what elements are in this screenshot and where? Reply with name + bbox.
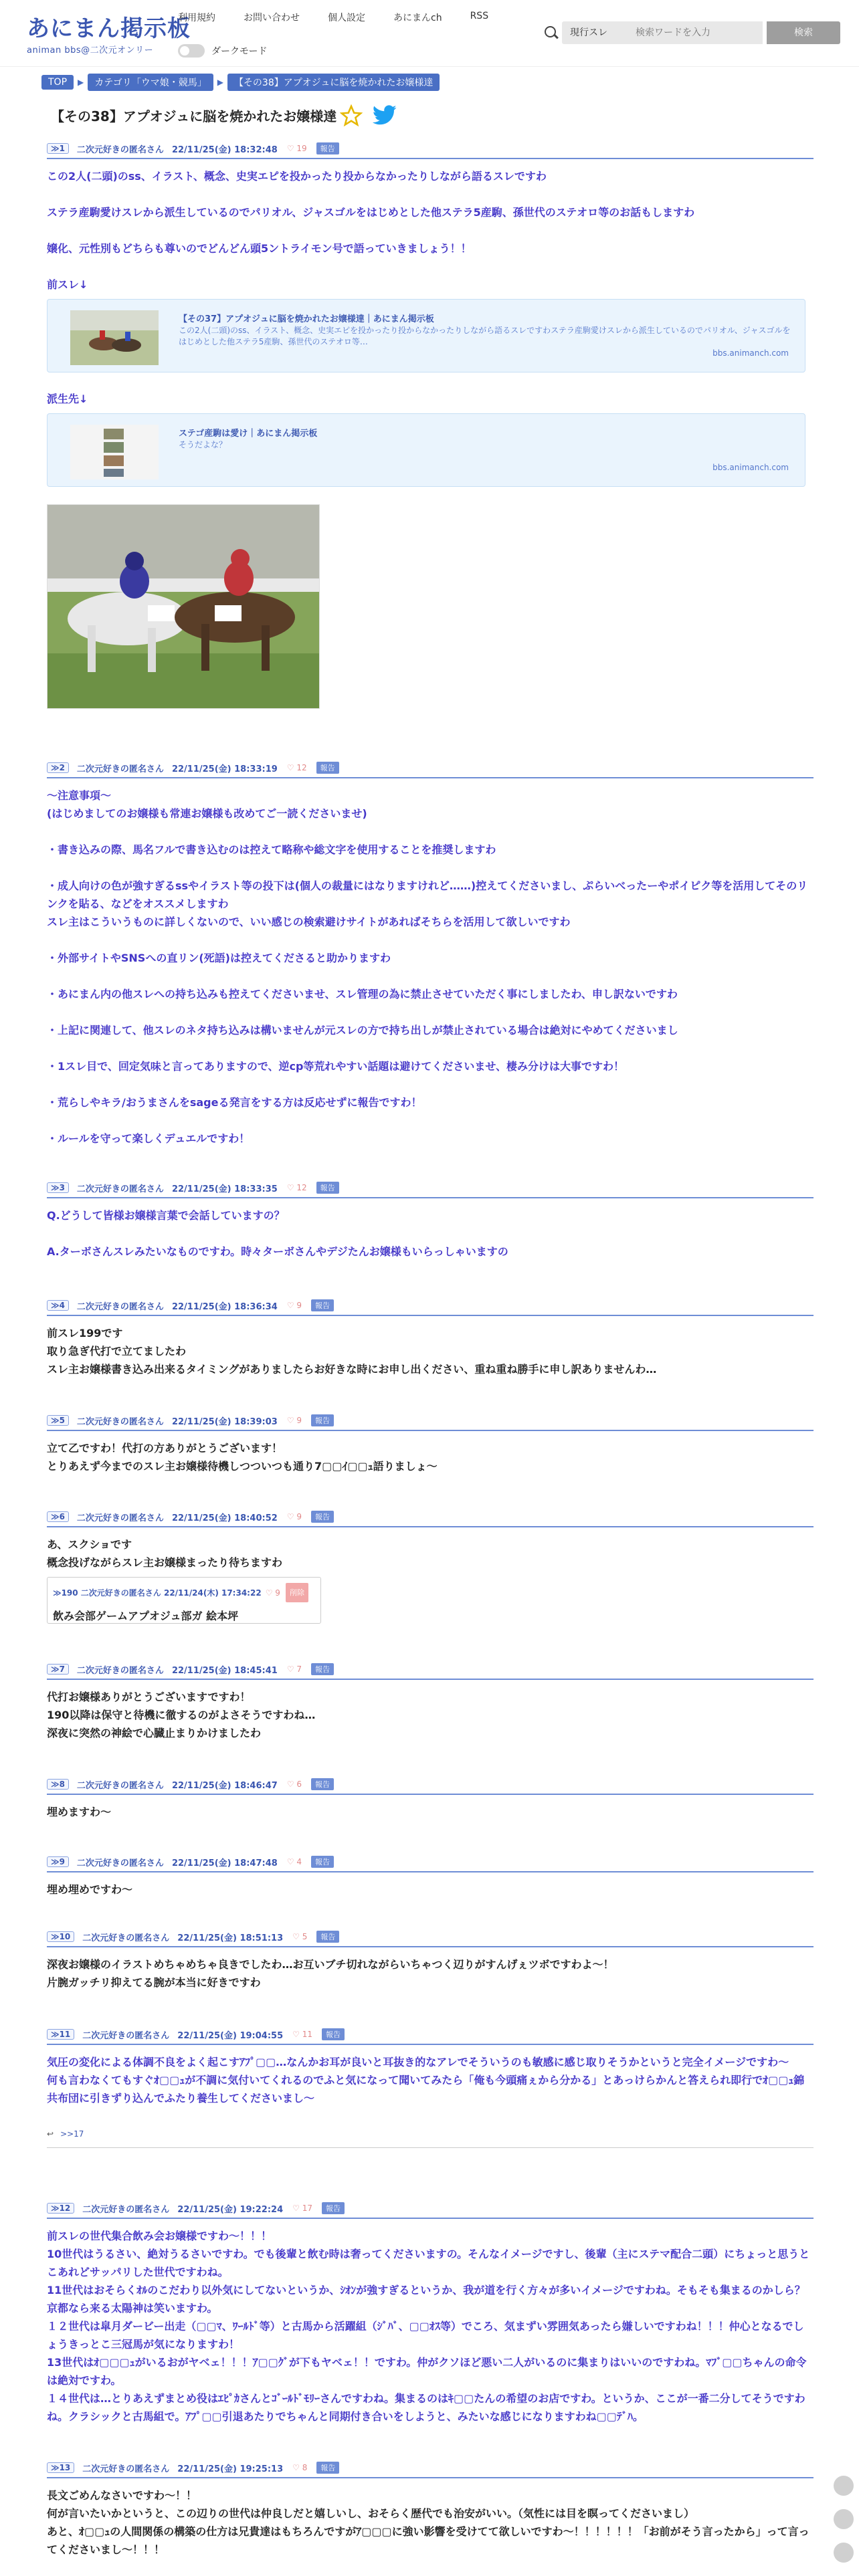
post-text: ステラ産駒愛けスレから派生しているのでパリオル、ジャスゴルをはじめとした他ステラ5産駒、孫世代のステオロ等のお話もしますわ	[47, 206, 695, 219]
report-button[interactable]: 報告	[311, 1856, 334, 1868]
post-header	[47, 1414, 814, 1431]
post-number[interactable]: ≫12	[47, 2203, 74, 2214]
post-text: 取り急ぎ代打で立てましたわ	[47, 1345, 187, 1358]
report-button[interactable]: 報告	[316, 2462, 339, 2474]
nav-contact[interactable]: お問い合わせ	[244, 13, 300, 23]
post-image-horse-race[interactable]	[47, 504, 320, 709]
site-logo[interactable]	[27, 16, 191, 56]
like-counter[interactable]: ♡ 9	[286, 1416, 302, 1425]
post-date: 22/11/25(金) 18:39:03	[171, 1416, 278, 1427]
post-text: 深夜に突然の神絵で心臓止まりかけましたわ	[47, 1727, 262, 1739]
nav-terms[interactable]: 利用規約	[178, 13, 215, 23]
post-text: ・あにまん内の他スレへの持ち込みも控えてくださいませ、スレ管理の為に禁止させていただく事にしましたわ、申し訳ないですわ	[47, 988, 678, 1000]
search-bar	[539, 21, 840, 44]
post-date: 22/11/25(金) 19:04:55	[177, 2030, 284, 2041]
like-counter[interactable]: ♡ 19	[286, 144, 307, 153]
quote-text: 飲み会部ゲームアプオジュ部ガ 絵本坪	[53, 1610, 239, 1622]
post-6	[47, 1510, 814, 1624]
post-body	[47, 2219, 814, 2426]
post-date: 22/11/25(金) 18:36:34	[171, 1301, 278, 1312]
report-button[interactable]: 報告	[311, 1778, 334, 1790]
post-body	[47, 1431, 814, 1475]
post-text: 11世代はおそらくｵﾙのこだわり以外気にしてないというか、ｼｵﾝが強すぎるというか、我が道を行く方々が多いイメージですわね。そもそも集まるのかしら？京都なら来る太陽神は笑いますわ。	[47, 2284, 805, 2315]
report-button[interactable]: 報告	[322, 2202, 345, 2214]
post-header	[47, 1181, 814, 1198]
post-number[interactable]: ≫2	[47, 762, 69, 773]
post-date: 22/11/25(金) 18:51:13	[177, 1933, 284, 1943]
logo-subtitle: animan bbs@二次元オンリー	[27, 45, 154, 56]
post-text: 前スレ199です	[47, 1327, 123, 1339]
post-text: 前スレ↓	[47, 278, 88, 291]
post-author: 二次元好きの匿名さん	[76, 1513, 164, 1523]
post-date: 22/11/25(金) 18:33:35	[171, 1184, 278, 1194]
post-date: 22/11/25(金) 18:33:19	[171, 764, 278, 774]
post-3	[47, 1181, 814, 1279]
settings-gear-icon[interactable]	[834, 2543, 854, 2563]
post-text: 片腕ガッチリ抑えてる腕が本当に好きですわ	[47, 1976, 261, 1989]
post-text: 長文ごめんなさいですわ〜！！	[47, 2489, 197, 2502]
post-text: Q.どうして皆様お嬢様言葉で会話していますの？	[47, 1209, 285, 1222]
site-header	[0, 0, 859, 67]
top-nav	[178, 11, 516, 24]
post-author: 二次元好きの匿名さん	[82, 1933, 170, 1943]
post-date: 22/11/25(金) 18:47:48	[171, 1858, 278, 1868]
darkmode-control	[178, 44, 267, 58]
like-counter[interactable]: ♡ 5	[292, 1932, 308, 1941]
post-date: 22/11/25(金) 18:45:41	[171, 1665, 278, 1676]
post-number[interactable]: ≫3	[47, 1182, 69, 1193]
search-input[interactable]	[629, 21, 763, 44]
post-text: 何が言いたいかというと、この辺りの世代は仲良しだと嬉しいし、おそらく歴代でも治安がいい。（気性には目を瞑ってくださいまし）	[47, 2507, 695, 2520]
report-button[interactable]: 報告	[311, 1299, 334, 1311]
link-domain: bbs.animanch.com	[712, 463, 789, 472]
post-text: １２世代は皐月ダービー出走（▢▢ﾏ、ﾜｰﾙﾄﾞ等）と古馬から活躍組（ｼﾞﾊﾞ、▢▢ｵｽ等）でころ、気まずい雰囲気あったら嫌しいですわね！！！仲心となるでしょうきっとこ三冠馬が気になりますわ！	[47, 2320, 804, 2351]
post-number[interactable]: ≫11	[47, 2029, 74, 2040]
post-author: 二次元好きの匿名さん	[76, 1858, 164, 1868]
post-header	[47, 1299, 814, 1316]
post-body	[47, 1198, 814, 1261]
post-number[interactable]: ≫1	[47, 143, 69, 154]
post-header	[47, 1855, 814, 1872]
post-text: とりあえず今までのスレ主お嬢様待機しつついつも通り7▢▢ｲ▢▢ｭ語りましょ〜	[47, 1460, 438, 1473]
quoted-post[interactable]	[47, 1577, 321, 1624]
search-icon	[539, 21, 562, 44]
post-text: 深夜お嬢様のイラストめちゃめちゃ良きでしたわ…お互いブチ切れながらいちゃつく辺りがすんげぇツボですわよ〜！	[47, 1958, 614, 1971]
post-text: ・上記に関連して、他スレのネタ持ち込みは構いませんが元スレの方で持ち出しが禁止されている場合は絶対にやめてくださいまし	[47, 1024, 678, 1037]
post-text: 何も言わなくてもすぐｵ▢▢ｭが不調に気付いてくれるのでふと気になって聞いてみたら「俺も今頭痛ぇから分かる」とあっけらかんと答えられ即行でｵ▢▢ｭ錦共布団に引きずり込んでふたり養生してくださいまし〜	[47, 2074, 805, 2105]
post-5	[47, 1414, 814, 1493]
post-text: あと、ｵ▢▢ｭの人間関係の構築の仕方は兄貴達はもちろんですがｱ▢▢▢に強い影響を受けてて欲しいですわ〜！！！！！！「お前がそう言ったから」って言ってくださいまし〜！！！	[47, 2525, 809, 2556]
post-text: ・書き込みの際、馬名フルで書き込むのは控えて略称や総文字を使用することを推奨しますわ	[47, 843, 496, 856]
post-body	[47, 1680, 814, 1742]
post-text: 立て乙ですわ！代打の方ありがとうございます！	[47, 1442, 283, 1455]
post-number[interactable]: ≫5	[47, 1415, 69, 1426]
favorite-star-icon[interactable]	[340, 104, 363, 127]
post-date: 22/11/25(金) 18:40:52	[171, 1513, 278, 1523]
post-date: 22/11/25(金) 19:22:24	[177, 2204, 284, 2215]
breadcrumb	[41, 74, 440, 91]
post-text: 概念投げながらスレ主お嬢様まったり待ちますわ	[47, 1556, 283, 1569]
post-body	[47, 1795, 814, 1821]
post-header	[47, 2028, 814, 2045]
report-button[interactable]: 報告	[316, 1182, 339, 1194]
post-text: あ、スクショです	[47, 1538, 132, 1551]
scroll-top-icon[interactable]	[834, 2476, 854, 2496]
post-text: 気圧の変化による体調不良をよく起こすｱﾌﾟ▢▢…なんかお耳が良いと耳抜き的なアレでそういうのも敏感に感じ取りそうかというと完全イメージですわ〜	[47, 2056, 789, 2068]
post-header	[47, 142, 814, 159]
nav-rss[interactable]: RSS	[470, 11, 489, 21]
post-author: 二次元好きの匿名さん	[82, 2464, 170, 2474]
like-counter[interactable]: ♡ 8	[292, 2463, 308, 2472]
post-8	[47, 1778, 814, 1839]
post-number[interactable]: ≫8	[47, 1779, 69, 1790]
post-number[interactable]: ≫7	[47, 1664, 69, 1675]
report-button[interactable]: 報告	[322, 2028, 345, 2040]
post-number[interactable]: ≫6	[47, 1511, 69, 1522]
link-thumbnail	[70, 310, 159, 365]
post-11	[47, 2028, 814, 2148]
link-card-derived-thread[interactable]	[47, 413, 805, 487]
report-button[interactable]: 報告	[311, 1663, 334, 1675]
post-author: 二次元好きの匿名さん	[76, 1301, 164, 1312]
search-scope-select[interactable]: 現行スレ	[562, 21, 629, 44]
post-author: 二次元好きの匿名さん	[76, 1780, 164, 1791]
post-number[interactable]: ≫9	[47, 1856, 69, 1867]
post-13	[47, 2461, 814, 2559]
post-2	[47, 761, 814, 1166]
report-button[interactable]: 報告	[316, 142, 339, 154]
post-body	[47, 1947, 814, 1992]
post-header	[47, 1778, 814, 1795]
post-header	[47, 2461, 814, 2478]
post-date: 22/11/25(金) 19:25:13	[177, 2464, 284, 2474]
post-body	[47, 159, 814, 709]
like-counter[interactable]: ♡ 9	[286, 1512, 302, 1521]
post-text: スレ主お嬢様書き込み出来るタイミングがありましたらお好きな時にお申し出ください、重ね重ね勝手に申し訳ありませんわ…	[47, 1363, 657, 1376]
link-thumbnail	[70, 425, 159, 479]
like-counter[interactable]: ♡ 7	[286, 1665, 302, 1674]
post-body	[47, 2045, 814, 2148]
post-body	[47, 778, 814, 1148]
post-text: 〜注意事項〜	[47, 789, 112, 802]
post-10	[47, 1930, 814, 2010]
report-button[interactable]: 報告	[311, 1414, 334, 1426]
post-author: 二次元好きの匿名さん	[76, 144, 164, 155]
post-text: スレ主はこういうものに詳しくないので、いい感じの検索避けサイトがあればそちらを活用して欲しいですわ	[47, 916, 571, 928]
like-counter[interactable]: ♡ 4	[286, 1857, 302, 1866]
post-header	[47, 1662, 814, 1680]
post-date: 22/11/25(金) 18:46:47	[171, 1780, 278, 1791]
like-counter[interactable]: ♡ 17	[292, 2204, 312, 2213]
report-button[interactable]: 報告	[316, 1931, 339, 1943]
scroll-bottom-icon[interactable]	[834, 2509, 854, 2529]
search-button[interactable]: 検索	[767, 21, 840, 44]
post-text: 代打お嬢様ありがとうございますですわ！	[47, 1691, 251, 1703]
post-text: ・ルールを守って楽しくデュエルですわ！	[47, 1132, 250, 1145]
link-description: この2人(二頭)のss、イラスト、概念、史実エピを投かったり投からなかったりしながら語るスレですわステラ産駒愛けスレから派生しているのでパリオル、ジャスゴルをはじめとした他ステラ5産駒、孫世代のステオロ等…	[179, 326, 791, 346]
like-counter[interactable]: ♡ 11	[292, 2030, 312, 2039]
post-text: 嬢化、元性別もどちらも尊いのでどんどん頭5ントライモン号で語っていきましょう！！	[47, 242, 472, 255]
post-text: A.ターボさんスレみたいなものですわ。時々ターボさんやデジたんお嬢様もいらっしゃいますの	[47, 1245, 508, 1258]
like-counter[interactable]: ♡ 6	[286, 1780, 302, 1789]
breadcrumb-category[interactable]: カテゴリ「ウマ娘・競馬」	[88, 74, 213, 91]
post-number[interactable]: ≫13	[47, 2462, 74, 2473]
like-counter[interactable]: ♡ 9	[286, 1301, 302, 1310]
link-domain: bbs.animanch.com	[712, 348, 789, 358]
post-1	[47, 142, 814, 709]
post-author: 二次元好きの匿名さん	[76, 764, 164, 774]
post-text: 10世代はうるさい、絶対うるさいですわ。でも後輩と飲む時は奢ってくださいますの。そんなイメージですし、後輩（主にステマ配合二頭）にちょっと思うとこあれどサッパリした世代ですわね。	[47, 2248, 810, 2278]
post-text: ・1スレ目で、回定気味と言ってありますので、逆cp等荒れやすい話題は避けてくださいませ、棲み分けは大事ですわ！	[47, 1060, 624, 1073]
post-text: (はじめましてのお嬢様も常連お嬢様も改めてご一読くださいませ)	[47, 807, 367, 820]
link-card-previous-thread[interactable]	[47, 299, 805, 372]
breadcrumb-thread[interactable]: 【その38】アプオジュに脳を焼かれたお嬢様達	[227, 74, 440, 91]
post-header	[47, 1930, 814, 1947]
post-body	[47, 2478, 814, 2559]
reply-reference[interactable]: ↩ >>17	[47, 2125, 814, 2148]
post-body	[47, 1316, 814, 1378]
post-text: １４世代は…とりあえずまとめ役はｴﾋﾟｶさんとｺﾞｰﾙﾄﾞﾓﾘｰさんですわね。集まるのはｷ▢▢たんの希望のお店ですわ。というか、ここが一番二分してそうですわね。クラシックと古馬組で。ｱﾌﾟ▢▢引退あたりでちゃんと同期付き合いをしようと、みたいな感じになりますわね▢▢ﾃﾞﾊ。	[47, 2392, 805, 2423]
post-body	[47, 1527, 814, 1624]
quote-header: ≫190 二次元好きの匿名さん 22/11/24(木) 17:34:22 ♡ 9	[53, 1588, 280, 1598]
quote-delete-badge[interactable]: 削除	[286, 1583, 308, 1602]
post-text: 13世代はｵ▢▢▢ｭがいるおがヤベェ！！！ｱ▢▢ｸﾞが下もヤベェ！！ですわ。仲がクソほど悪い二人がいるのに集まりはいいのですわね。ﾏﾌﾞ▢▢ちゃんの命令は絶対ですわ。	[47, 2356, 807, 2387]
post-text: 埋めますわ〜	[47, 1806, 112, 1818]
like-counter[interactable]: ♡ 12	[286, 763, 307, 772]
darkmode-label: ダークモード	[211, 46, 268, 57]
post-text: 派生先↓	[47, 393, 88, 405]
post-header	[47, 761, 814, 778]
post-text: ・荒らしやキラ/おうまさんをsageる発言をする方は反応せずに報告ですわ！	[47, 1096, 422, 1109]
post-date: 22/11/25(金) 18:32:48	[171, 144, 278, 155]
darkmode-toggle[interactable]	[178, 44, 205, 58]
post-number[interactable]: ≫4	[47, 1300, 69, 1311]
post-author: 二次元好きの匿名さん	[82, 2204, 170, 2215]
breadcrumb-separator-icon: ▶	[78, 78, 84, 87]
post-number[interactable]: ≫10	[47, 1931, 74, 1942]
post-header	[47, 1510, 814, 1527]
like-counter[interactable]: ♡ 12	[286, 1183, 307, 1192]
post-author: 二次元好きの匿名さん	[82, 2030, 170, 2041]
post-4	[47, 1299, 814, 1396]
reply-arrow-icon: ↩	[47, 2129, 54, 2139]
breadcrumb-top[interactable]: TOP	[41, 75, 74, 90]
logo-title: あにまん掲示板	[27, 15, 191, 42]
nav-animanch[interactable]: あにまんch	[393, 13, 442, 23]
post-12	[47, 2202, 814, 2444]
twitter-share-icon[interactable]	[372, 104, 397, 127]
post-author: 二次元好きの匿名さん	[76, 1184, 164, 1194]
post-text: ・外部サイトやSNSへの直リン(死語)は控えてくださると助かりますわ	[47, 952, 391, 964]
breadcrumb-separator-icon: ▶	[217, 78, 223, 87]
post-author: 二次元好きの匿名さん	[76, 1665, 164, 1676]
post-author: 二次元好きの匿名さん	[76, 1416, 164, 1427]
post-header	[47, 2202, 814, 2219]
post-text: ・成人向けの色が強すぎるssやイラスト等の投下は(個人の裁量にはなりますけれど……)控えてくださいまし、ぷらいべったーやポイピク等を活用してそのリンクを貼る、などをオススメしますわ	[47, 879, 808, 910]
floating-controls	[834, 2476, 854, 2576]
post-text: 190以降は保守と待機に徹するのがよさそうですわね…	[47, 1709, 316, 1721]
link-description: そうだよな？	[179, 440, 227, 449]
link-title: ステゴ産駒は愛け｜あにまん掲示板	[179, 429, 318, 439]
nav-settings[interactable]: 個人設定	[328, 13, 365, 23]
post-text: 埋め埋めですわ〜	[47, 1883, 133, 1896]
post-7	[47, 1662, 814, 1760]
post-body	[47, 1872, 814, 1899]
link-title: 【その37】アプオジュに脳を焼かれたお嬢様達｜あにまん掲示板	[179, 314, 434, 324]
report-button[interactable]: 報告	[316, 762, 339, 774]
report-button[interactable]: 報告	[311, 1511, 334, 1523]
post-9	[47, 1855, 814, 1917]
post-text: この2人(二頭)のss、イラスト、概念、史実エピを投かったり投からなかったりしながら語るスレですわ	[47, 170, 547, 183]
post-text: 前スレの世代集合飲み会お嬢様ですわ〜！！！	[47, 2230, 272, 2242]
thread-title: 【その38】アプオジュに脳を焼かれたお嬢様達	[51, 108, 337, 124]
